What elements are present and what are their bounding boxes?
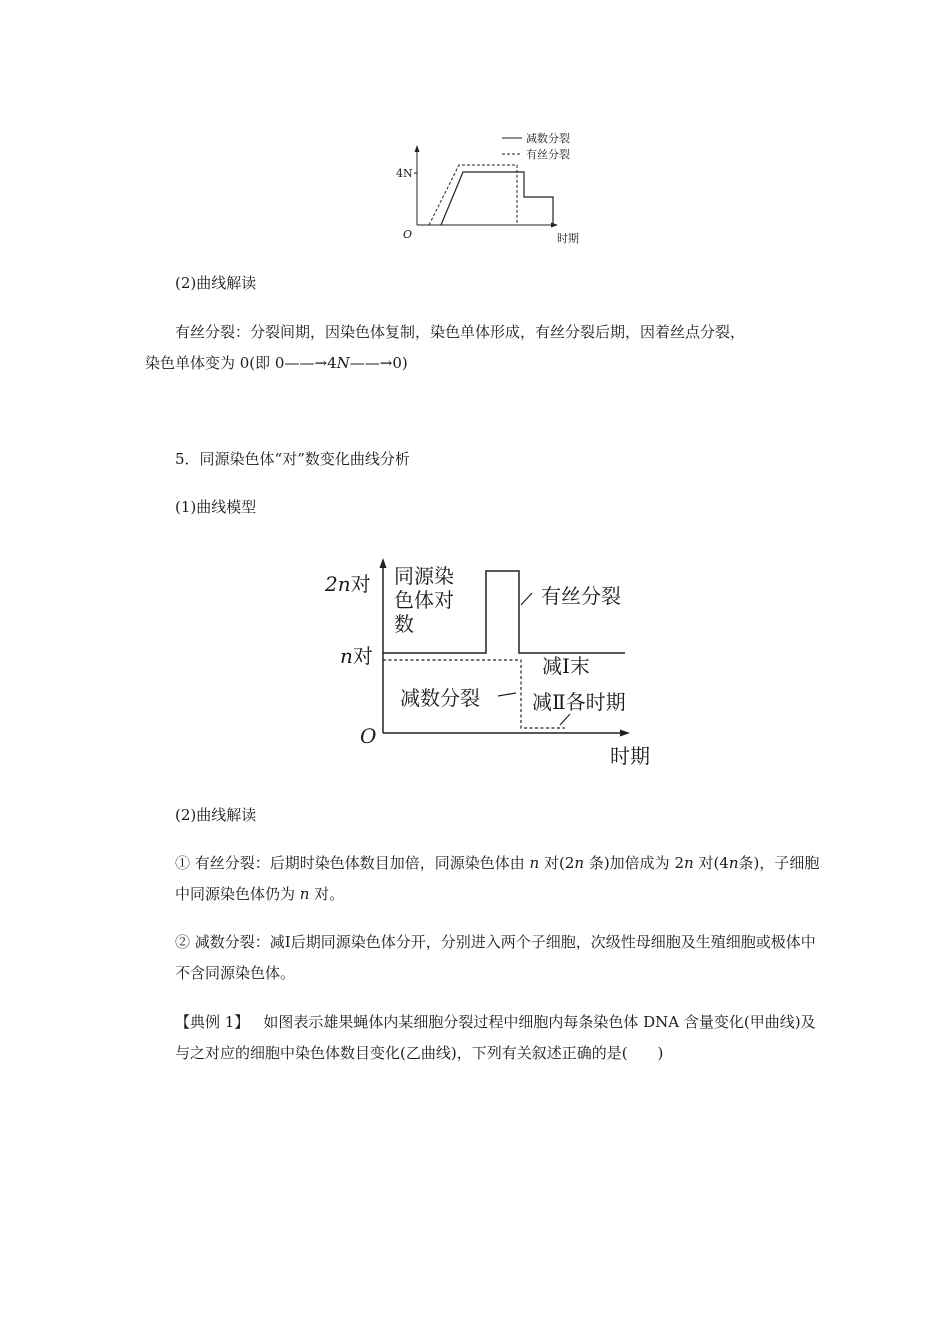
label-meiosis: 减数分裂 [400, 686, 480, 710]
x-axis-label: 时期 [557, 232, 579, 245]
arrow-1: ——→ [284, 354, 328, 372]
y-tick-2n-unit: 对 [350, 572, 371, 596]
y-tick-2n [324, 572, 371, 596]
y-tick-2n-var: 2n [325, 572, 351, 596]
legend-solid-label: 减数分裂 [526, 132, 570, 145]
s5-paragraph-2 [145, 927, 825, 989]
y-label-line1: 同源染 [394, 564, 454, 588]
meiosis-curve [441, 172, 553, 225]
arrow-2: ——→ [349, 354, 393, 372]
label-mitosis: 有丝分裂 [541, 584, 621, 608]
p1-part-d: 对(4 [693, 854, 729, 872]
y-axis-arrow [415, 145, 420, 152]
y-label-line3: 数 [394, 612, 414, 636]
s4-text-line2 [145, 353, 408, 373]
p2-text: ② 减数分裂：减Ⅰ后期同源染色体分开，分别进入两个子细胞，次级性母细胞及生殖细胞或极体中不含同源染色体。 [175, 933, 816, 982]
p1-var-n3: n [684, 854, 694, 872]
label-mi-end: 减Ⅰ末 [542, 654, 590, 678]
s4-text-line1: 有丝分裂：分裂间期，因染色体复制，染色单体形成，有丝分裂后期，因着丝点分裂， [175, 323, 746, 341]
example-text: 如图表示雄果蝇体内某细胞分裂过程中细胞内每条染色体 DNA 含量变化(甲曲线)及与之对应的细胞中染色体数目变化(乙曲线)，下列有关叙述正确的是( ) [175, 1013, 816, 1062]
x-axis-arrow [551, 223, 558, 228]
y-axis-arrow [380, 558, 387, 568]
s4-text-part2: 4 [327, 354, 337, 372]
y-tick-n-unit: 对 [352, 644, 373, 668]
s4-text-var-n: N [336, 354, 350, 372]
meiosis-leader [498, 693, 516, 696]
mitosis-leader [521, 593, 532, 605]
y-tick-4n: 4N [396, 167, 413, 180]
figure-homologous-pairs-chart [310, 555, 670, 770]
s5-subheading-1: (1)曲线模型 [175, 498, 257, 516]
figure-dna-content-chart [390, 125, 590, 250]
p1-part-f: 对。 [309, 885, 345, 903]
section-5-title: 5．同源染色体“对”数变化曲线分析 [175, 450, 410, 468]
y-tick-n-var: n [340, 644, 353, 668]
s5-paragraph-1 [145, 848, 825, 910]
origin-label: O [360, 724, 377, 748]
origin-label: O [403, 228, 413, 241]
label-mii: 减Ⅱ各时期 [532, 690, 626, 714]
example-1 [145, 1007, 830, 1069]
p1-part-b: 对(2 [539, 854, 575, 872]
p1-part-e: 条)，子细胞中同源染色体仍为 [175, 854, 820, 903]
legend-dashed-label: 有丝分裂 [526, 148, 570, 161]
p1-part-a: ① 有丝分裂：后期时染色体数目加倍，同源染色体由 [175, 854, 530, 872]
example-tag: 【典例 1】 [175, 1013, 250, 1031]
s4-text-part3: 0) [392, 354, 408, 372]
x-axis-arrow [620, 730, 630, 737]
p1-var-n5: n [299, 885, 310, 903]
s4-subheading: (2)曲线解读 [175, 274, 257, 292]
p1-var-n4: n [728, 854, 739, 872]
mitosis-curve [429, 165, 517, 225]
p1-part-c: 条)加倍成为 2 [584, 854, 684, 872]
s5-subheading-2: (2)曲线解读 [175, 806, 257, 824]
p1-var-n2: n [574, 854, 585, 872]
s4-text-part1: 染色单体变为 0(即 0 [145, 354, 285, 372]
y-label-line2: 色体对 [394, 588, 454, 612]
y-tick-n [340, 644, 373, 668]
p1-var-n1: n [529, 854, 540, 872]
x-axis-label: 时期 [610, 744, 650, 768]
mii-leader [560, 714, 570, 725]
